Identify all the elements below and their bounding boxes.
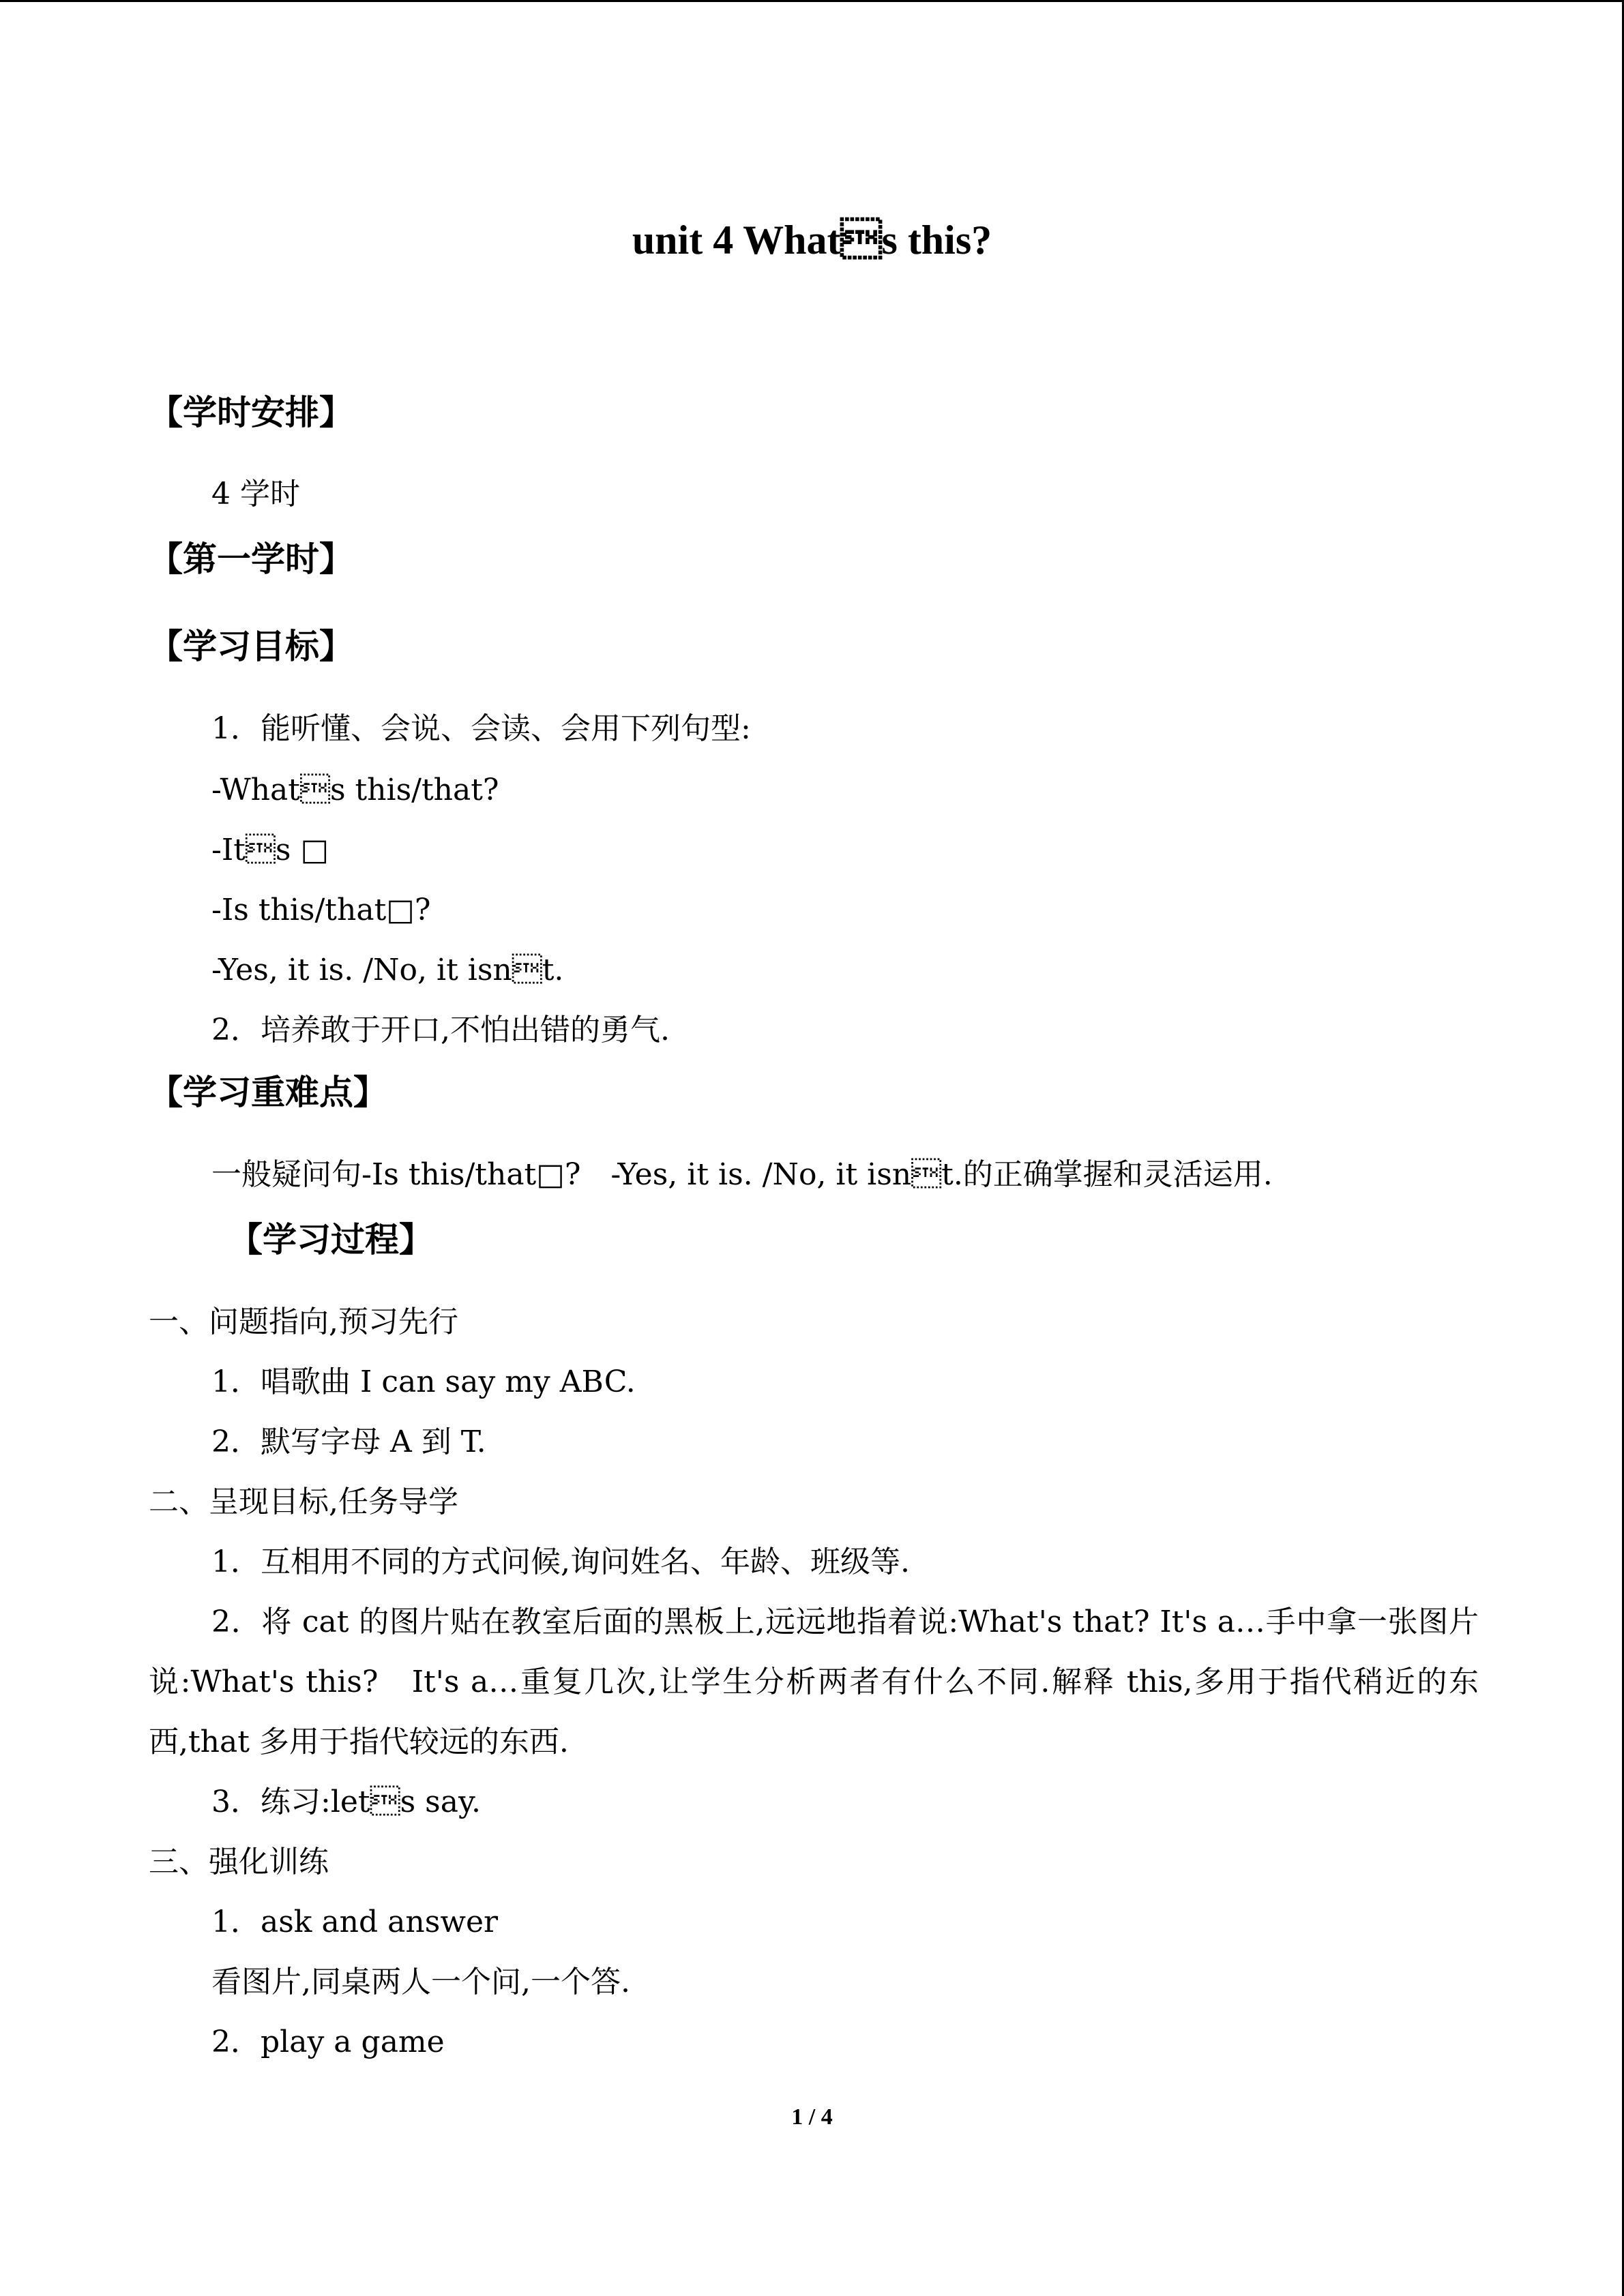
document-title: unit 4 Whats this? — [632, 218, 992, 263]
section-3-title: 三、强化训练 — [149, 1845, 329, 1879]
sentence-pattern-4: -Yes, it is. /No, it isnt. — [211, 953, 564, 987]
process-heading: 【学习过程】 — [228, 1220, 433, 1259]
schedule-heading: 【学时安排】 — [149, 393, 353, 432]
sentence-pattern-3: -Is this/that□? — [211, 893, 431, 927]
section-3-item-1-desc: 看图片,同桌两人一个问,一个答. — [211, 1965, 630, 1999]
section-2-item-2: 2．将 cat 的图片贴在教室后面的黑板上,远远地指着说:What's that? It's a…手中拿一张图片说:What's this? It's a…重复几次,让学生分析两者有什么不同.解释 this,多用于指代稍近的东西,that 多用于指代较远的东西. — [149, 1605, 1479, 1759]
section-1-item-2: 2．默写字母 A 到 T. — [211, 1425, 486, 1459]
first-lesson-heading: 【第一学时】 — [149, 539, 353, 579]
page-number: 1 / 4 — [791, 2104, 833, 2130]
section-3-item-2: 2．play a game — [211, 2025, 445, 2059]
key-points-heading: 【学习重难点】 — [149, 1073, 387, 1112]
schedule-value: 4 学时 — [211, 477, 300, 511]
section-1-title: 一、问题指向,预习先行 — [149, 1304, 458, 1339]
section-2-item-1: 1．互相用不同的方式问候,询问姓名、年龄、班级等. — [211, 1545, 910, 1579]
section-2-title: 二、呈现目标,任务导学 — [149, 1485, 458, 1519]
section-2-item-3: 3．练习:lets say. — [211, 1785, 481, 1819]
objectives-heading: 【学习目标】 — [149, 627, 353, 666]
sentence-pattern-2: -Its □ — [211, 833, 329, 867]
sentence-pattern-1: -Whats this/that? — [211, 773, 499, 807]
key-points-text: 一般疑问句-Is this/that□? -Yes, it is. /No, it isnt.的正确掌握和灵活运用. — [211, 1157, 1273, 1192]
objective-item-1: 1．能听懂、会说、会读、会用下列句型: — [211, 711, 751, 746]
page-border-top — [0, 0, 1624, 2]
section-3-item-1: 1．ask and answer — [211, 1905, 499, 1939]
section-1-item-1: 1．唱歌曲 I can say my ABC. — [211, 1365, 636, 1399]
objective-item-2: 2．培养敢于开口,不怕出错的勇气. — [211, 1013, 670, 1047]
